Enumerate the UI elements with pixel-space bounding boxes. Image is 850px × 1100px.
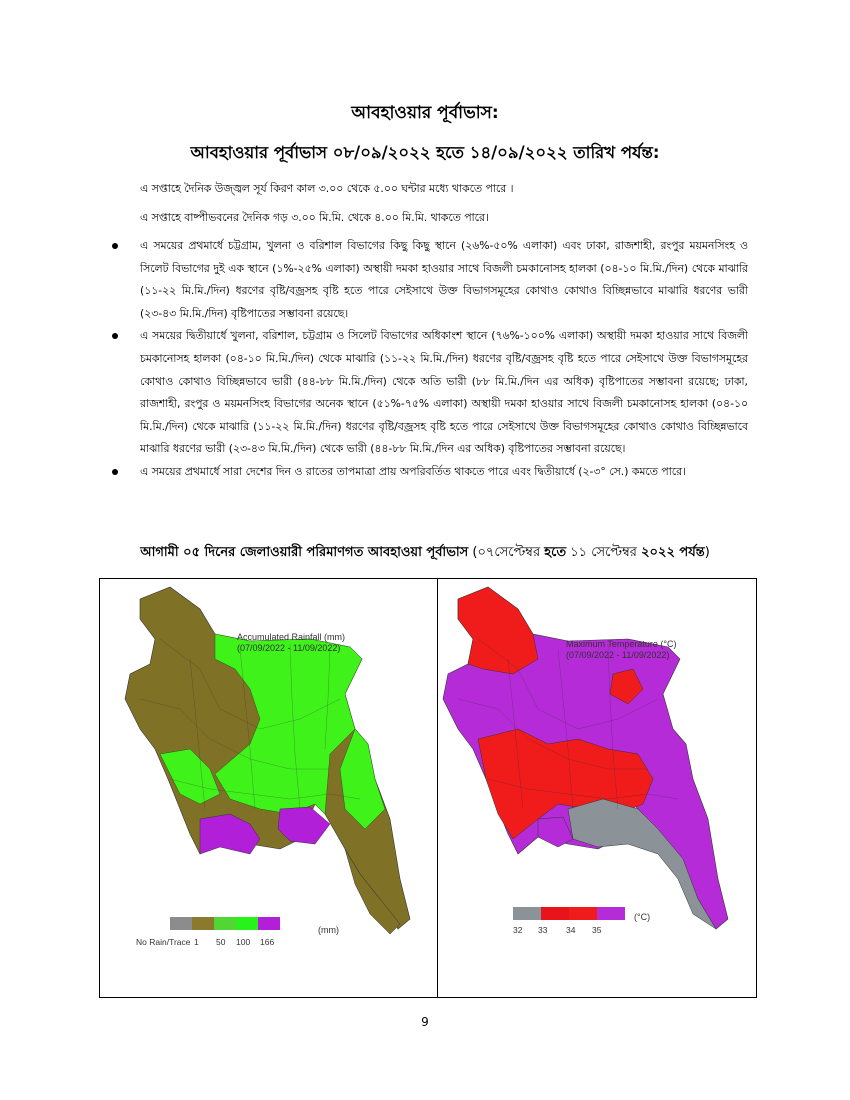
- bullet-item: [108, 325, 748, 461]
- temperature-legend: [513, 907, 625, 920]
- temperature-map-title-line1: Maximum Temperature (°C): [566, 639, 677, 649]
- legend-swatch: [258, 917, 280, 930]
- temperature-legend-label: 32: [513, 925, 523, 935]
- temperature-map-panel: [438, 579, 756, 997]
- rainfall-legend-label: No Rain/Trace: [136, 937, 191, 947]
- temperature-legend-label: 35: [592, 925, 602, 935]
- page-number: 9: [421, 1015, 429, 1029]
- rainfall-legend-label: 1: [194, 937, 199, 947]
- bullet-item: [108, 235, 748, 325]
- rainfall-legend-label: 50: [216, 937, 226, 947]
- forecast-period-heading: আবহাওয়ার পূর্বাভাস ০৮/০৯/২০২২ হতে ১৪/০৯/২০২২ তারিখ পর্যন্ত:: [190, 143, 660, 162]
- legend-swatch: [541, 907, 569, 920]
- maps-frame: [99, 578, 757, 998]
- temperature-legend-label: 33: [538, 925, 548, 935]
- forecast-bullets: [108, 235, 748, 484]
- rainfall-map-title-line2: (07/09/2022 - 11/09/2022): [237, 643, 341, 653]
- legend-swatch: [569, 907, 597, 920]
- sunshine-line: এ সপ্তাহে দৈনিক উজ্জ্বল সূর্য কিরণ কাল ৩.০০ থেকে ৫.০০ ঘন্টার মধ্যে থাকতে পারে ।: [140, 182, 514, 195]
- temperature-unit: (°C): [634, 912, 651, 922]
- rainfall-map-title: [237, 632, 345, 654]
- legend-swatch: [236, 917, 258, 930]
- legend-swatch: [214, 917, 236, 930]
- temperature-map-title-line2: (07/09/2022 - 11/09/2022): [566, 650, 670, 660]
- evaporation-line: এ সপ্তাহে বাষ্পীভবনের দৈনিক গড় ৩.০০ মি.মি. থেকে ৪.০০ মি.মি. থাকতে পারে।: [140, 211, 489, 224]
- bullet-text: এ সময়ের প্রথমার্ধে সারা দেশের দিন ও রাতের তাপমাত্রা প্রায় অপরিবর্তিত থাকতে পারে এবং দ্বিতীয়ার্ধে (২-৩° সে.) কমতে পারে।: [140, 464, 686, 478]
- bullet-item: [108, 461, 748, 484]
- bullet-dot: [112, 243, 118, 249]
- legend-swatch: [597, 907, 625, 920]
- page-heading: আবহাওয়ার পূর্বাভাস:: [351, 103, 499, 123]
- legend-swatch: [513, 907, 541, 920]
- rainfall-legend: [170, 917, 280, 930]
- rainfall-map-panel: [100, 579, 437, 997]
- temperature-legend-label: 34: [566, 925, 576, 935]
- section-title-part: ১১ সেপ্টেম্বর: [566, 545, 642, 560]
- temperature-map-title: [566, 639, 676, 661]
- section-title-part: (০৭সেপ্টেম্বর: [468, 545, 545, 560]
- rainfall-legend-label: 100: [236, 937, 251, 947]
- section-title: [0, 543, 850, 564]
- bullet-dot: [112, 333, 118, 339]
- legend-swatch: [170, 917, 192, 930]
- section-title-main: আগামী ০৫ দিনের জেলাওয়ারী পরিমাণগত আবহাওয়া পূর্বাভাস: [140, 545, 469, 560]
- bullet-text: এ সময়ের প্রথমার্ধে চট্টগ্রাম, খুলনা ও বরিশাল বিভাগের কিছু কিছু স্থানে (২৬%-৫০% এলাকা) এবং ঢাকা, রাজশাহী, রংপুর ময়মনসিংহ ও সিলেট বিভাগের দুই এক স্থানে (১%-২৫% এলাকা) অস্থায়ী দমকা হাওয়ার সাথে বিজলী চমকানোসহ হালকা (০৪-১০ মি.মি./দিন) থেকে মাঝারি (১১-২২ মি.মি./দিন) ধরণের বৃষ্টি/বজ্রসহ বৃষ্টি হতে পারে সেইসাথে উক্ত বিভাগসমূহের কোথাও কোথাও বিচ্ছিন্নভাবে মাঝারি ধরণের ভারী (২৩-৪৩ মি.মি./দিন) বৃষ্টিপাতের সম্ভাবনা রয়েছে।: [140, 239, 748, 320]
- rainfall-map-title-line1: Accumulated Rainfall (mm): [237, 632, 346, 642]
- section-title-part: হতে: [544, 545, 567, 560]
- section-title-part: ): [704, 545, 710, 560]
- rainfall-unit: (mm): [318, 925, 339, 935]
- rainfall-legend-label: 166: [260, 937, 275, 947]
- section-title-part: ২০২২ পর্যন্ত: [641, 545, 705, 560]
- legend-swatch: [192, 917, 214, 930]
- bullet-dot: [112, 469, 118, 475]
- bullet-text: এ সময়ের দ্বিতীয়ার্ধে খুলনা, বরিশাল, চট্টগ্রাম ও সিলেট বিভাগের অধিকাংশ স্থানে (৭৬%-১০০% এলাকা) অস্থায়ী দমকা হাওয়ার সাথে বিজলী চমকানোসহ হালকা (০৪-১০ মি.মি./দিন) থেকে মাঝারি (১১-২২ মি.মি./দিন) ধরণের বৃষ্টি/বজ্রসহ বৃষ্টি হতে পারে সেইসাথে উক্ত বিভাগসমূহের কোথাও কোথাও বিচ্ছিন্নভাবে ভারী (৪৪-৮৮ মি.মি./দিন) থেকে অতি ভারী (৮৮ মি.মি./দিন এর অধিক) বৃষ্টিপাতের সম্ভাবনা রয়েছে; ঢাকা, রাজশাহী, রংপুর ও ময়মনসিংহ বিভাগের অনেক স্থানে (৫১%-৭৫% এলাকা) অস্থায়ী দমকা হাওয়ার সাথে বিজলী চমকানোসহ হালকা (০৪-১০ মি.মি./দিন) থেকে মাঝারি (১১-২২ মি.মি./দিন) ধরণের বৃষ্টি/বজ্রসহ বৃষ্টি হতে পারে সেইসাথে উক্ত বিভাগসমূহের কোথাও কোথাও বিচ্ছিন্নভাবে মাঝারি ধরণের ভারী (২৩-৪৩ মি.মি./দিন) থেকে ভারী (৪৪-৮৮ মি.মি./দিন এর অধিক) বৃষ্টিপাতের সম্ভাবনা রয়েছে।: [140, 329, 748, 456]
- red-region: [458, 587, 538, 674]
